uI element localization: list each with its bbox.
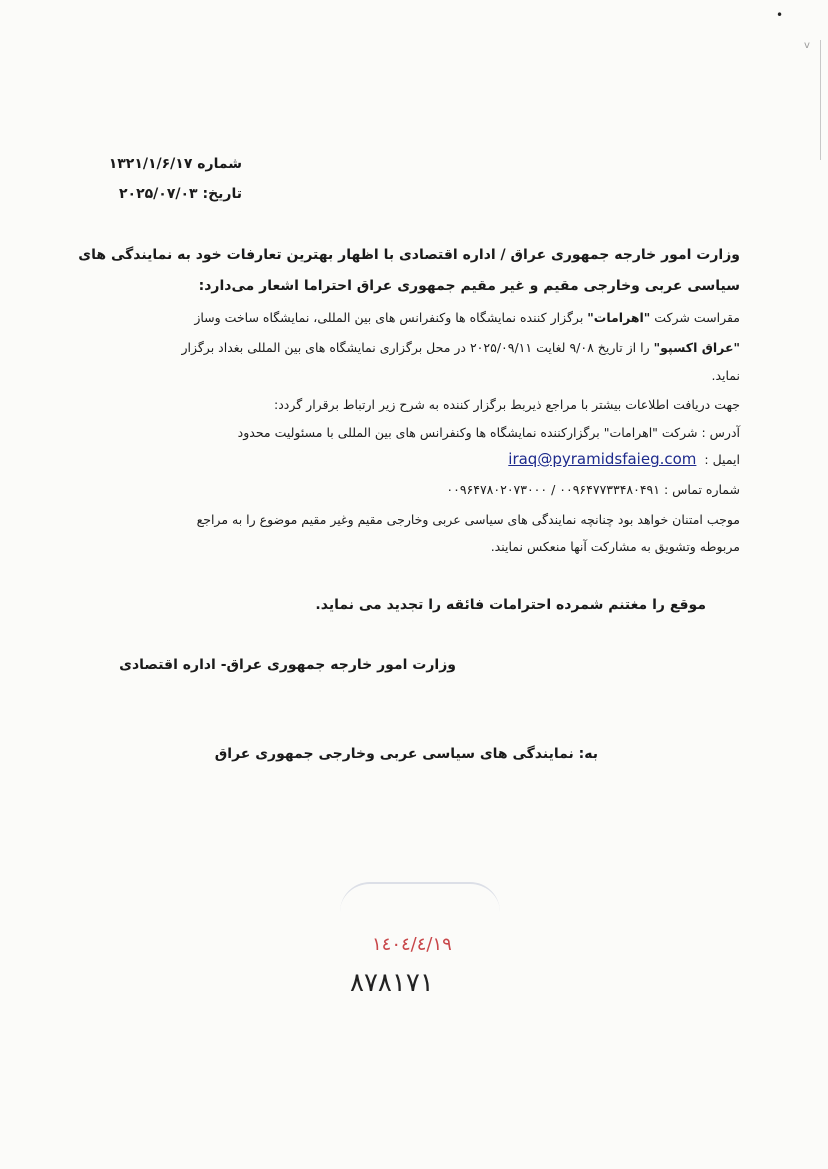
body-line-1 bbox=[194, 310, 740, 325]
closing-line-2: مربوطه وتشویق به مشارکت آنها منعکس نمایند. bbox=[490, 539, 740, 554]
corner-dot: • bbox=[776, 8, 784, 22]
letter-date: تاریخ: ۲۰۲۵/۰۷/۰۳ bbox=[119, 186, 242, 202]
body-line-1-post: برگزار کننده نمایشگاه ها وکنفرانس های بین المللی، نمایشگاه ساخت وساز bbox=[194, 310, 588, 325]
received-date-stamp: ١٤٠٤/٤/١٩ bbox=[372, 934, 452, 955]
body-line-1-pre: مقراست شرکت bbox=[650, 310, 740, 325]
body-line-2-post: را از تاریخ ۹/۰۸ لغایت ۲۰۲۵/۰۹/۱۱ در محل برگزاری نمایشگاه های بین المللی بغداد برگزار bbox=[181, 340, 654, 355]
signature-line: وزارت امور خارجه جمهوری عراق- اداره اقتصادی bbox=[119, 657, 456, 673]
recipient-line: به: نمایندگی های سیاسی عربی وخارجی جمهوری عراق bbox=[214, 746, 598, 762]
handwritten-reference-number: ٨٧٨١٧١ bbox=[350, 968, 434, 998]
address-line: آدرس : شرکت "اهرامات" برگزارکننده نمایشگاه ها وکنفرانس های بین المللی با مسئولیت محدود bbox=[237, 425, 740, 440]
regards-line: موقع را مغتنم شمرده احترامات فائقه را تجدید می نماید. bbox=[315, 597, 706, 613]
contact-intro: جهت دریافت اطلاعات بیشتر با مراجع ذیربط برگزار کننده به شرح زیر ارتباط برقرار گردد: bbox=[274, 397, 740, 412]
closing-line-1: موجب امتنان خواهد بود چنانچه نمایندگی های سیاسی عربی وخارجی مقیم وغیر مقیم موضوع را به مراجع bbox=[196, 512, 740, 527]
body-line-2 bbox=[181, 340, 740, 355]
phone-line: شماره تماس : ۰۰۹۶۴۷۷۳۳۴۸۰۴۹۱ / ۰۰۹۶۴۷۸۰۲۰۷۳۰۰۰ bbox=[446, 482, 740, 497]
email-label: ایمیل : bbox=[704, 452, 740, 467]
scan-edge-line bbox=[820, 40, 821, 160]
company-name: "اهرامات" bbox=[587, 310, 651, 325]
intro-line-2: سیاسی عربی وخارجی مقیم و غیر مقیم جمهوری عراق احتراما اشعار می‌دارد: bbox=[198, 278, 740, 294]
email-line bbox=[504, 450, 740, 468]
faded-stamp-arc bbox=[340, 882, 500, 912]
email-link[interactable]: iraq@pyramidsfaieg.com bbox=[508, 450, 697, 468]
body-line-3: نماید. bbox=[711, 368, 740, 383]
expo-name: "عراق اکسپو" bbox=[653, 340, 740, 355]
letter-number: شماره ۱۳۲۱/۱/۶/۱۷ bbox=[108, 156, 242, 172]
intro-line-1: وزارت امور خارجه جمهوری عراق / اداره اقتصادی با اظهار بهترین تعارفات خود به نمایندگی های bbox=[78, 247, 740, 263]
corner-mark: v bbox=[804, 40, 810, 51]
